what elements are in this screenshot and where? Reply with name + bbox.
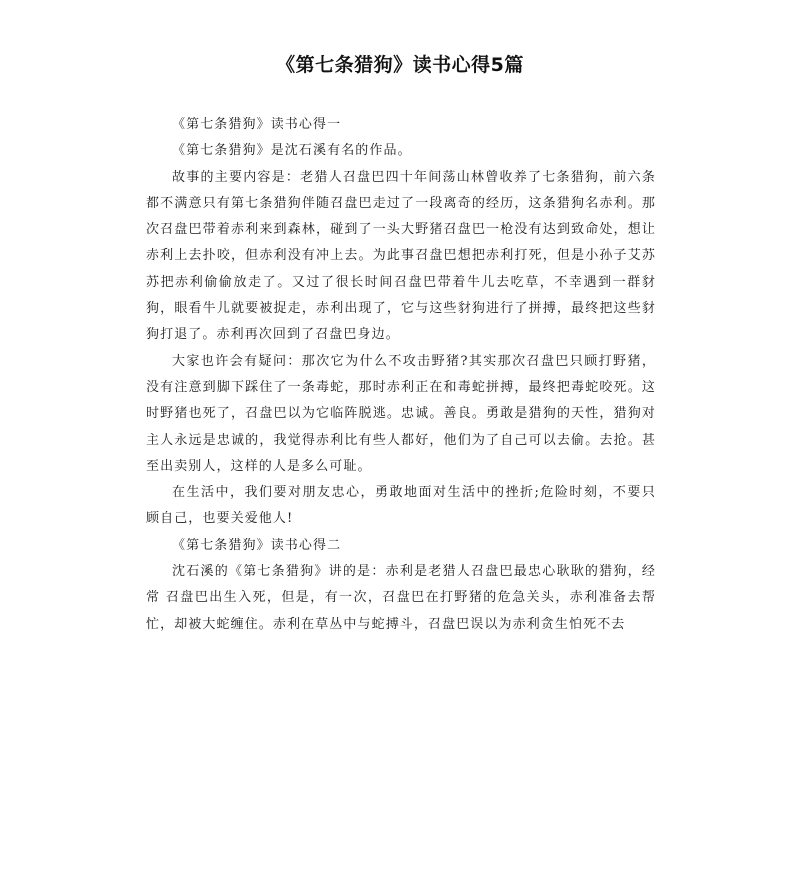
- paragraph: 《第七条猎狗》是沈石溪有名的作品。: [172, 143, 412, 159]
- paragraph: 大家也许会有疑问：那次它为什么不攻击野猪?其实那次召盘巴只顾打野猪，没有注意到脚下踩住了一条毒蛇，那时赤利正在和毒蛇拼搏，最终把毒蛇咬死。这时野猪也死了，召盘巴以为它临阵脱逃。忠诚。善良。勇敢是猎狗的天性，猎狗对主人永远是忠诚的，我觉得赤利比有些人都好，他们为了自己可以去偷。去抢。甚至出卖别人，这样的人是多么可耻。: [146, 353, 656, 474]
- paragraph: 故事的主要内容是：老猎人召盘巴四十年间荡山林曾收养了七条猎狗，前六条都不满意只有第七条猎狗伴随召盘巴走过了一段离奇的经历，这条猎狗名赤利。那次召盘巴带着赤利来到森林，碰到了一头大野猪召盘巴一枪没有达到致命处，想让赤利上去扑咬，但赤利没有冲上去。为此事召盘巴想把赤利打死，但是小孙子艾苏苏把赤利偷偷放走了。又过了很长时间召盘巴带着牛儿去吃草，不幸遇到一群豺狗，眼看牛儿就要被捉走，赤利出现了，它与这些豺狗进行了拼搏，最终把这些豺狗打退了。赤利再次回到了召盘巴身边。: [146, 169, 656, 343]
- document-title: 《第七条猎狗》读书心得5篇: [276, 54, 524, 76]
- document-body: [146, 112, 656, 638]
- paragraph: 沈石溪的《第七条猎狗》讲的是：赤利是老猎人召盘巴最忠心耿耿的猎狗，经常 召盘巴出生入死，但是，有一次，召盘巴在打野猪的危急关头，赤利准备去帮忙，却被大蛇缠住。赤利在草丛中与蛇搏斗，召盘巴误以为赤利贪生怕死不去: [146, 564, 656, 632]
- section-heading-2: 《第七条猎狗》读书心得二: [172, 537, 342, 553]
- paragraph: 在生活中，我们要对朋友忠心，勇敢地面对生活中的挫折;危险时刻，不要只顾自己，也要关爱他人!: [146, 485, 656, 527]
- section-heading-1: 《第七条猎狗》读书心得一: [172, 117, 342, 132]
